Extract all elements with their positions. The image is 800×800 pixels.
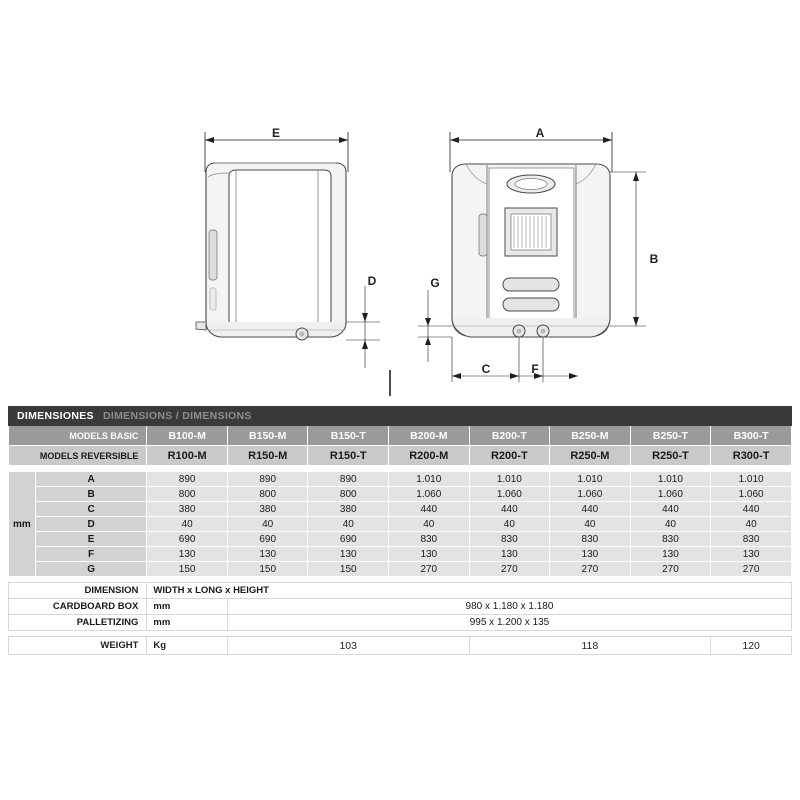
cell: 1.010 xyxy=(550,472,631,487)
table-row xyxy=(9,517,792,532)
cell: 380 xyxy=(147,502,228,517)
dim-label-G: G xyxy=(430,276,440,290)
cell: 1.060 xyxy=(469,487,550,502)
weight-value: 120 xyxy=(711,637,792,655)
cell: 130 xyxy=(147,547,228,562)
cell: 690 xyxy=(308,532,389,547)
model-rev-cell: R200-T xyxy=(469,446,550,466)
cell: 270 xyxy=(389,562,470,577)
cell: 1.010 xyxy=(711,472,792,487)
table-row xyxy=(9,562,792,577)
cell: 830 xyxy=(711,532,792,547)
cell: 690 xyxy=(147,532,228,547)
row-key: G xyxy=(35,562,147,577)
cardboard-value: 980 x 1.180 x 1.180 xyxy=(227,599,791,615)
cell: 440 xyxy=(469,502,550,517)
model-basic-cell: B250-T xyxy=(630,426,711,446)
cell: 830 xyxy=(469,532,550,547)
dimensions-table xyxy=(8,406,792,655)
cardboard-label: CARDBOARD BOX xyxy=(9,599,147,615)
model-rev-cell: R250-T xyxy=(630,446,711,466)
models-basic-label: MODELS BASIC xyxy=(9,426,147,446)
cell: 1.060 xyxy=(630,487,711,502)
weight-label: WEIGHT xyxy=(9,637,147,655)
models-reversible-row xyxy=(9,446,792,466)
cell: 690 xyxy=(227,532,308,547)
cell: 40 xyxy=(308,517,389,532)
weight-value: 118 xyxy=(469,637,711,655)
weight-unit: Kg xyxy=(147,637,228,655)
cell: 890 xyxy=(147,472,228,487)
cell: 130 xyxy=(550,547,631,562)
cell: 40 xyxy=(630,517,711,532)
model-basic-cell: B300-T xyxy=(711,426,792,446)
cell: 130 xyxy=(630,547,711,562)
model-rev-cell: R250-M xyxy=(550,446,631,466)
row-key: C xyxy=(35,502,147,517)
models-reversible-label: MODELS REVERSIBLE xyxy=(9,446,147,466)
model-basic-cell: B150-T xyxy=(308,426,389,446)
palletizing-unit: mm xyxy=(147,615,228,631)
cell: 40 xyxy=(550,517,631,532)
cell: 270 xyxy=(550,562,631,577)
model-rev-cell: R150-T xyxy=(308,446,389,466)
cell: 130 xyxy=(711,547,792,562)
model-basic-cell: B200-M xyxy=(389,426,470,446)
cell: 150 xyxy=(308,562,389,577)
model-basic-cell: B100-M xyxy=(147,426,228,446)
cell: 270 xyxy=(711,562,792,577)
cell: 890 xyxy=(308,472,389,487)
header-title-es: DIMENSIONES xyxy=(17,410,94,422)
unit-mm: mm xyxy=(9,472,36,577)
cell: 40 xyxy=(469,517,550,532)
cell: 800 xyxy=(147,487,228,502)
header-title-en: DIMENSIONS / DIMENSIONS xyxy=(103,410,252,422)
model-rev-cell: R100-M xyxy=(147,446,228,466)
cell: 130 xyxy=(469,547,550,562)
dim-label-E: E xyxy=(271,126,281,140)
dimension-row xyxy=(9,583,792,599)
dimension-value: WIDTH x LONG x HEIGHT xyxy=(147,583,792,599)
cell: 1.060 xyxy=(550,487,631,502)
weight-value: 103 xyxy=(227,637,469,655)
cell: 830 xyxy=(389,532,470,547)
cell: 800 xyxy=(308,487,389,502)
dimension-label: DIMENSION xyxy=(9,583,147,599)
row-key: E xyxy=(35,532,147,547)
cell: 1.010 xyxy=(630,472,711,487)
table-row xyxy=(9,532,792,547)
row-key: A xyxy=(35,472,147,487)
cell: 150 xyxy=(227,562,308,577)
table-row xyxy=(9,472,792,487)
cell: 1.010 xyxy=(389,472,470,487)
cell: 130 xyxy=(308,547,389,562)
cardboard-row xyxy=(9,599,792,615)
cell: 270 xyxy=(469,562,550,577)
cell: 830 xyxy=(550,532,631,547)
cell: 890 xyxy=(227,472,308,487)
palletizing-value: 995 x 1.200 x 135 xyxy=(227,615,791,631)
cell: 1.010 xyxy=(469,472,550,487)
dim-label-B: B xyxy=(649,252,659,266)
cell: 1.060 xyxy=(711,487,792,502)
cell: 800 xyxy=(227,487,308,502)
cell: 130 xyxy=(227,547,308,562)
table-row xyxy=(9,547,792,562)
models-basic-row xyxy=(9,426,792,446)
table-row xyxy=(9,487,792,502)
cell: 1.060 xyxy=(389,487,470,502)
cardboard-unit: mm xyxy=(147,599,228,615)
model-rev-cell: R200-M xyxy=(389,446,470,466)
dim-label-A: A xyxy=(535,126,545,140)
cell: 150 xyxy=(147,562,228,577)
dim-label-D: D xyxy=(367,274,377,288)
model-basic-cell: B150-M xyxy=(227,426,308,446)
cell: 40 xyxy=(711,517,792,532)
cell: 40 xyxy=(147,517,228,532)
palletizing-row xyxy=(9,615,792,631)
cell: 270 xyxy=(630,562,711,577)
cell: 40 xyxy=(389,517,470,532)
weight-row xyxy=(9,637,792,655)
cell: 40 xyxy=(227,517,308,532)
model-rev-cell: R300-T xyxy=(711,446,792,466)
cell: 440 xyxy=(389,502,470,517)
cell: 440 xyxy=(550,502,631,517)
cell: 380 xyxy=(308,502,389,517)
cell: 380 xyxy=(227,502,308,517)
table-row xyxy=(9,502,792,517)
dim-label-F: F xyxy=(531,362,539,376)
model-basic-cell: B250-M xyxy=(550,426,631,446)
model-basic-cell: B200-T xyxy=(469,426,550,446)
cell: 440 xyxy=(630,502,711,517)
cell: 130 xyxy=(389,547,470,562)
cell: 440 xyxy=(711,502,792,517)
cell: 830 xyxy=(630,532,711,547)
model-rev-cell: R150-M xyxy=(227,446,308,466)
table-header-bar xyxy=(9,407,792,426)
dim-label-C: C xyxy=(481,362,491,376)
palletizing-label: PALLETIZING xyxy=(9,615,147,631)
row-key: B xyxy=(35,487,147,502)
row-key: F xyxy=(35,547,147,562)
row-key: D xyxy=(35,517,147,532)
